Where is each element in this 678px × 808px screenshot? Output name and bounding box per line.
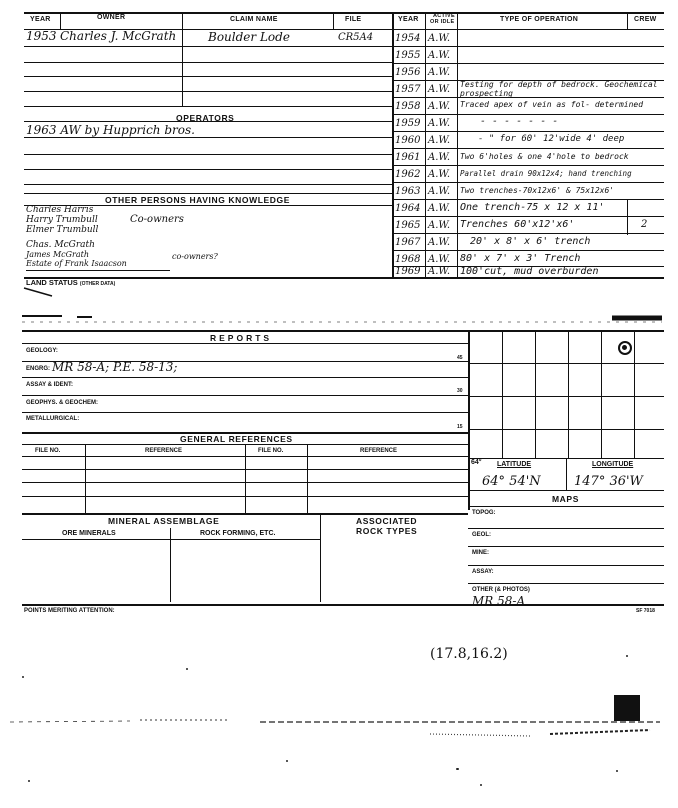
log-year: 1955: [395, 50, 421, 61]
col-header-owner: OWNER: [97, 14, 126, 21]
log-year: 1962: [395, 169, 421, 180]
operators-heading: OPERATORS: [176, 113, 235, 123]
latlon-divider: [566, 458, 567, 490]
log-status: A.W.: [428, 169, 451, 180]
log-year: 1967: [395, 237, 421, 248]
col-header-type-of-operation: TYPE OF OPERATION: [500, 16, 579, 23]
person-name: Harry Trumbull: [26, 215, 98, 225]
log-status: A.W.: [428, 33, 451, 44]
scale-30: 30: [457, 388, 463, 394]
owner-entry-year: 1953: [26, 29, 57, 43]
log-operation: 80' x 7' x 3' Trench: [460, 253, 581, 264]
reports-heading: REPORTS: [210, 333, 273, 343]
points-meriting-attention-label: POINTS MERITING ATTENTION:: [24, 608, 115, 614]
log-year: 1968: [395, 254, 421, 265]
scale-15: 15: [457, 424, 463, 430]
reports-divider: [22, 377, 468, 378]
log-status: A.W.: [428, 203, 451, 214]
ore-minerals-label: ORE MINERALS: [62, 530, 116, 537]
mineral-assemblage-heading: MINERAL ASSEMBLAGE: [108, 516, 220, 526]
latitude-label: LATITUDE: [497, 461, 532, 468]
maps-divider: [468, 565, 664, 566]
person-name: Charles Harris: [26, 205, 94, 215]
log-status: A.W.: [428, 186, 451, 197]
log-operation: Parallel drain 90x12x4; hand trenching: [460, 169, 632, 178]
log-operation: - " for 60' 12'wide 4' deep: [478, 134, 625, 144]
log-status: A.W.: [428, 254, 451, 265]
associated-rock-types-line2: ROCK TYPES: [356, 526, 418, 536]
col-header-active: ACTIVE: [433, 13, 455, 19]
log-year: 1969: [395, 266, 421, 277]
maps-assay-label: ASSAY:: [472, 569, 494, 575]
geology-label: GEOLOGY:: [26, 348, 58, 354]
col-header-file: FILE: [345, 16, 362, 23]
co-owners-note: Co-owners: [130, 214, 184, 225]
col-header-year-2: YEAR: [398, 16, 419, 23]
mineral-col-divider: [320, 513, 321, 602]
log-status: A.W.: [428, 50, 451, 61]
log-year: 1954: [395, 33, 421, 44]
maps-divider: [468, 506, 664, 507]
latlon-underline: [468, 490, 664, 491]
log-operation: 20' x 8' x 6' trench: [470, 236, 591, 247]
log-operation: Two trenches-70x12x6' & 75x12x6': [460, 186, 615, 195]
points-top-rule: [22, 604, 664, 606]
person-name: Elmer Trumbull: [26, 225, 99, 235]
log-year: 1965: [395, 220, 421, 231]
latitude-value: 64° 54'N: [482, 474, 541, 489]
person-name: Estate of Frank Isaacson: [26, 259, 127, 268]
owner-entry-name: Charles J. McGrath: [60, 29, 177, 43]
scan-smudge-line: [22, 302, 662, 330]
log-status: A.W.: [428, 266, 451, 277]
log-year: 1958: [395, 101, 421, 112]
stray-mark: [22, 286, 62, 300]
person-name: Chas. McGrath: [26, 240, 95, 250]
log-year: 1961: [395, 152, 421, 163]
engrg-label: ENGRG:: [26, 366, 50, 372]
log-year: 1957: [395, 84, 421, 95]
maps-topog-label: TOPOG:: [472, 510, 496, 516]
gr-col-reference-2: REFERENCE: [360, 448, 398, 454]
assay-ident-label: ASSAY & IDENT:: [26, 382, 74, 388]
owner-entry-claim: Boulder Lode: [208, 30, 290, 44]
reports-divider: [22, 395, 468, 396]
location-marker-dot: [622, 345, 627, 350]
log-status: A.W.: [428, 67, 451, 78]
maps-heading: MAPS: [552, 494, 579, 504]
maps-divider: [468, 546, 664, 547]
log-status: A.W.: [428, 220, 451, 231]
bottom-edge-noise: [10, 712, 670, 762]
col-header-idle: OR IDLE: [430, 19, 455, 25]
col-header-claim-name: CLAIM NAME: [230, 16, 278, 23]
form-number: SF 7018: [636, 608, 655, 614]
log-year: 1960: [395, 135, 421, 146]
grid-coordinates: (17.8,16.2): [430, 646, 508, 662]
persons-underline: [26, 270, 170, 271]
log-status: A.W.: [428, 118, 451, 129]
log-operation: - - - - - - -: [480, 116, 559, 127]
maps-divider: [468, 528, 664, 529]
log-status: A.W.: [428, 237, 451, 248]
log-year: 1964: [395, 203, 421, 214]
other-persons-heading: OTHER PERSONS HAVING KNOWLEDGE: [105, 195, 291, 205]
col-header-crew: CREW: [634, 16, 657, 23]
maps-other-value: MR 58-A: [472, 594, 526, 608]
col-header-year: YEAR: [30, 16, 51, 23]
rock-forming-label: ROCK FORMING, ETC.: [200, 530, 276, 537]
longitude-value: 147° 36'W: [574, 474, 643, 489]
log-operation: Traced apex of vein as fol- determined: [460, 100, 644, 109]
mineral-col-divider: [170, 528, 171, 602]
maps-divider: [468, 583, 664, 584]
metallurgical-label: METALLURGICAL:: [26, 416, 80, 422]
geophys-label: GEOPHYS. & GEOCHEM:: [26, 400, 99, 406]
lat-prefix: 64°: [471, 459, 482, 466]
log-operation: Trenches 60'x12'x6': [460, 219, 575, 230]
scale-45: 45: [457, 355, 463, 361]
longitude-label: LONGITUDE: [592, 461, 634, 468]
log-status: A.W.: [428, 152, 451, 163]
log-status: A.W.: [428, 101, 451, 112]
owner-entry-file: CR5A4: [338, 32, 374, 43]
reports-divider: [22, 412, 468, 413]
log-status: A.W.: [428, 84, 451, 95]
maps-geol-label: GEOL:: [472, 532, 491, 538]
maps-other-label: OTHER (& PHOTOS): [472, 587, 530, 593]
gr-col-file-no: FILE NO.: [35, 448, 61, 454]
person-name: James McGrath: [26, 250, 89, 259]
mineral-divider: [22, 539, 320, 540]
gr-col-file-no-2: FILE NO.: [258, 448, 284, 454]
log-operation: Testing for depth of bedrock. Geochemical prospecting: [460, 80, 658, 98]
co-owners-question-note: co-owners?: [172, 252, 218, 261]
operators-entry: 1963 AW by Hupprich bros.: [26, 123, 195, 137]
land-status-label: LAND STATUS (OTHER DATA): [26, 278, 116, 287]
gr-col-reference: REFERENCE: [145, 448, 183, 454]
reports-divider: [22, 343, 468, 344]
log-crew: 2: [641, 219, 648, 230]
log-operation: One trench-75 x 12 x 11': [460, 202, 605, 213]
log-operation: Two 6'holes & one 4'hole to bedrock: [460, 152, 629, 161]
maps-mine-label: MINE:: [472, 550, 489, 556]
log-year: 1959: [395, 118, 421, 129]
log-operation: 100'cut, mud overburden: [460, 266, 599, 277]
engrg-value: MR 58-A; P.E. 58-13;: [52, 360, 178, 374]
log-status: A.W.: [428, 135, 451, 146]
associated-rock-types-line1: ASSOCIATED: [356, 516, 418, 526]
log-year: 1956: [395, 67, 421, 78]
log-year: 1963: [395, 186, 421, 197]
general-references-heading: GENERAL REFERENCES: [180, 434, 293, 444]
